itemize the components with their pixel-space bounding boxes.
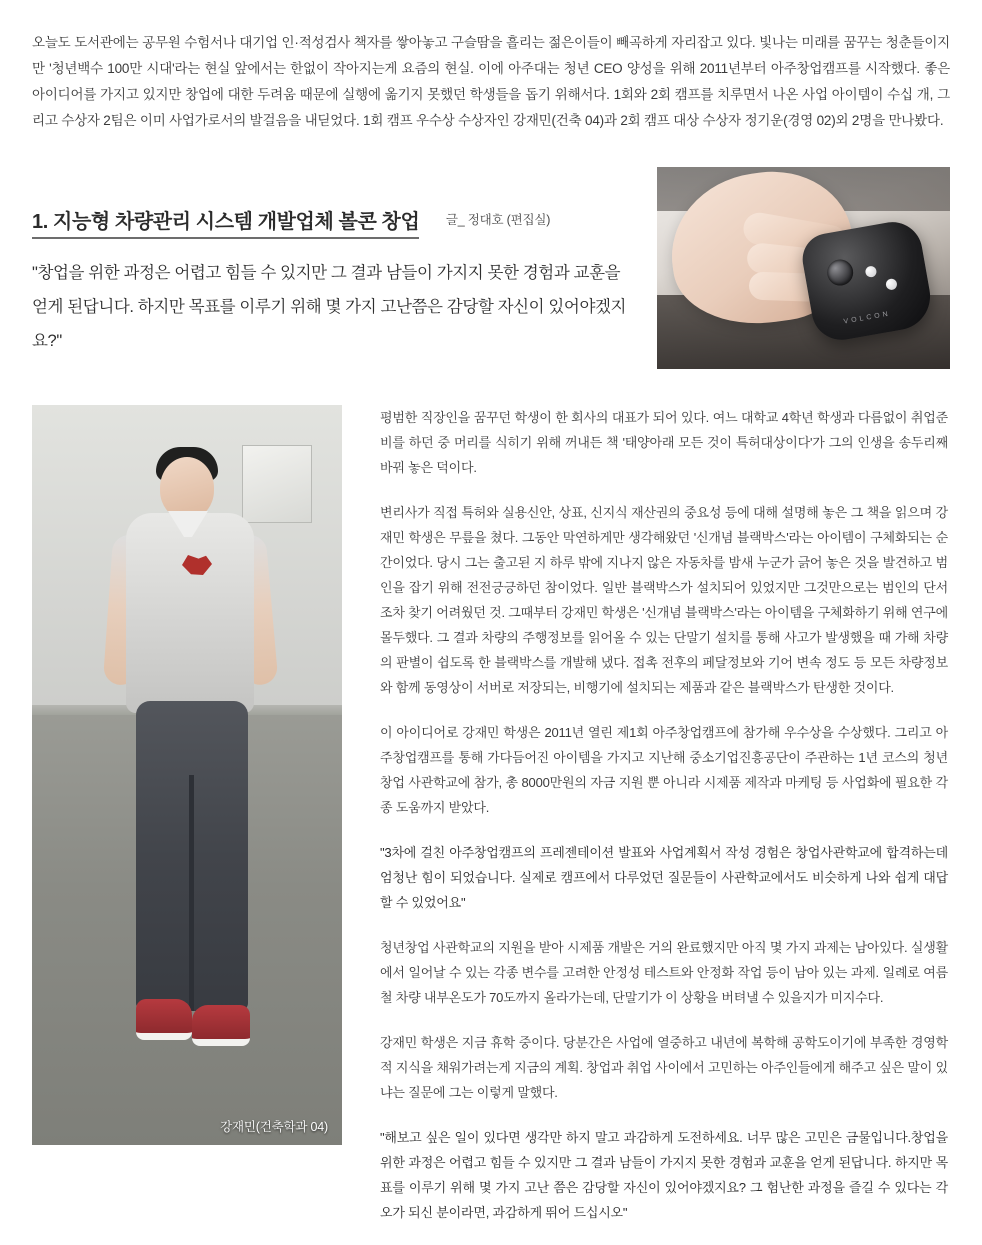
body-paragraph: 이 아이디어로 강재민 학생은 2011년 열린 제1회 아주창업캠프에 참가해 우수상을 수상했다. 그리고 아주창업캠프를 통해 가다듬어진 아이템을 가지고 지난해 중소기업진흥공단이 주관하는 1년 코스의 청년창업 사관학교에 참가, 총 8000만원의 자금 지원 뿐 아니라 시제품 제작과 마케팅 등 사업화에 필요한 각종 도움까지 받았다. <box>380 725 948 815</box>
person-shoe-left <box>136 999 192 1040</box>
body-paragraph: 청년창업 사관학교의 지원을 받아 시제품 개발은 거의 완료했지만 아직 몇 가지 과제는 남아있다. 실생활에서 일어날 수 있는 각종 변수를 고려한 안정성 테스트와 안정화 작업 등이 남아 있는 과제. 일례로 여름철 차량 내부온도가 70도까지 올라가는데, 단말기가 이 상황을 버텨낼 수 있을지가 미지수다. <box>380 940 948 1005</box>
person-head <box>160 457 214 519</box>
device-brand-label: VOLCON <box>843 310 892 326</box>
device-button <box>865 265 878 278</box>
body-paragraph: 강재민 학생은 지금 휴학 중이다. 당분간은 사업에 열중하고 내년에 복학해 공학도이기에 부족한 경영학적 지식을 채워가려는게 지금의 계획. 창업과 취업 사이에서 고민하는 아주인들에게 해주고 싶은 말이 있냐는 질문에 그는 이렇게 말했다. <box>380 1035 948 1100</box>
pull-quote: "창업을 위한 과정은 어렵고 힘들 수 있지만 그 결과 남들이 가지지 못한 경험과 교훈을 얻게 된답니다. 하지만 목표를 이루기 위해 몇 가지 고난쯤은 감당할 자신이 있어야겠지요?" <box>32 264 627 350</box>
device-button <box>885 278 898 291</box>
byline: 글_ 정대호 (편집실) <box>445 213 551 227</box>
body-paragraph: 평범한 직장인을 꿈꾸던 학생이 한 회사의 대표가 되어 있다. 여느 대학교 4학년 학생과 다름없이 취업준비를 하던 중 머리를 식히기 위해 꺼내든 책 '태양아래 모든 것이 특허대상이다'가 그의 인생을 송두리째 바꿔 놓은 덕이다. <box>380 410 948 475</box>
photo-window <box>242 445 312 523</box>
article-body <box>380 405 948 1245</box>
body-paragraph: 변리사가 직접 특허와 실용신안, 상표, 신지식 재산권의 중요성 등에 대해 설명해 놓은 그 책을 읽으며 강재민 학생은 무릎을 쳤다. 그동안 막연하게만 생각해왔던 '신개념 블랙박스'라는 아이템이 구체화되는 순간이었다. 당시 그는 출고된 지 하루 밖에 지나지 않은 자동차를 밤새 누군가 긁어 놓은 것을 발견하고 범인을 잡기 위해 전전긍긍하던 참이었다. 일반 블랙박스가 설치되어 있었지만 그것만으로는 범인의 단서조차 찾기 어려웠던 것. 그때부터 강재민 학생은 '신개념 블랙박스'라는 아이템을 구체화하기 위해 연구에 몰두했다. 그 결과 차량의 주행정보를 읽어올 수 있는 단말기 설치를 통해 사고가 발생했을 때 가해 차량의 판별이 쉽도록 한 블랙박스를 개발해 냈다. 접촉 전후의 페달정보와 기어 변속 정도 등 모든 차량정보와 함께 동영상이 서버로 저장되는, 비행기에 설치되는 제품과 같은 블랙박스가 탄생한 것이다. <box>380 505 948 695</box>
intro-paragraph: 오늘도 도서관에는 공무원 수험서나 대기업 인·적성검사 책자를 쌓아놓고 구슬땀을 흘리는 젊은이들이 빼곡하게 자리잡고 있다. 빛나는 미래를 꿈꾸는 청춘들이지만 '청년백수 100만 시대'라는 현실 앞에서는 한없이 작아지는게 요즘의 현실. 이에 아주대는 청년 CEO 양성을 위해 2011년부터 아주창업캠프를 시작했다. 좋은 아이디어를 가지고 있지만 창업에 대한 두려움 때문에 실행에 옮기지 못했던 학생들을 돕기 위해서다. 1회와 2회 캠프를 치루면서 나온 사업 아이템이 수십 개, 그리고 수상자 2팀은 이미 사업가로서의 발걸음을 내딛었다. 1회 캠프 우수상 수상자인 강재민(건축 04)과 2회 캠프 대상 수상자 정기운(경영 02)외 2명을 만나봤다. <box>32 35 950 128</box>
camera-lens-icon <box>825 257 855 287</box>
section-header <box>32 205 592 239</box>
photo-caption: 강재민(건축학과 04) <box>220 1120 328 1134</box>
person-leg-separation <box>189 775 194 1011</box>
person-shoe-right <box>192 1005 250 1046</box>
person-shirt <box>126 513 254 713</box>
person-photo <box>32 405 342 1145</box>
product-photo <box>657 167 950 369</box>
section-title: 1. 지능형 차량관리 시스템 개발업체 볼콘 창업 <box>32 205 419 239</box>
body-quote-paragraph: "해보고 싶은 일이 있다면 생각만 하지 말고 과감하게 도전하세요. 너무 많은 고민은 금물입니다.창업을 위한 과정은 어렵고 힘들 수 있지만 그 결과 남들이 가지지 못한 경험과 교훈을 얻게 된답니다. 하지만 목표를 이루기 위해 몇 가지 고난 쯤은 감당할 자신이 있어야겠지요? 그 험난한 과정을 즐길 수 있다는 각오가 되신 분이라면, 과감하게 뛰어 드십시오" <box>380 1130 948 1220</box>
body-quote-paragraph: "3차에 걸친 아주창업캠프의 프레젠테이션 발표와 사업계획서 작성 경험은 창업사관학교에 합격하는데 엄청난 힘이 되었습니다. 실제로 캠프에서 다루었던 질문들이 사관학교에서도 비슷하게 나와 쉽게 대답할 수 있었어요" <box>380 845 948 910</box>
